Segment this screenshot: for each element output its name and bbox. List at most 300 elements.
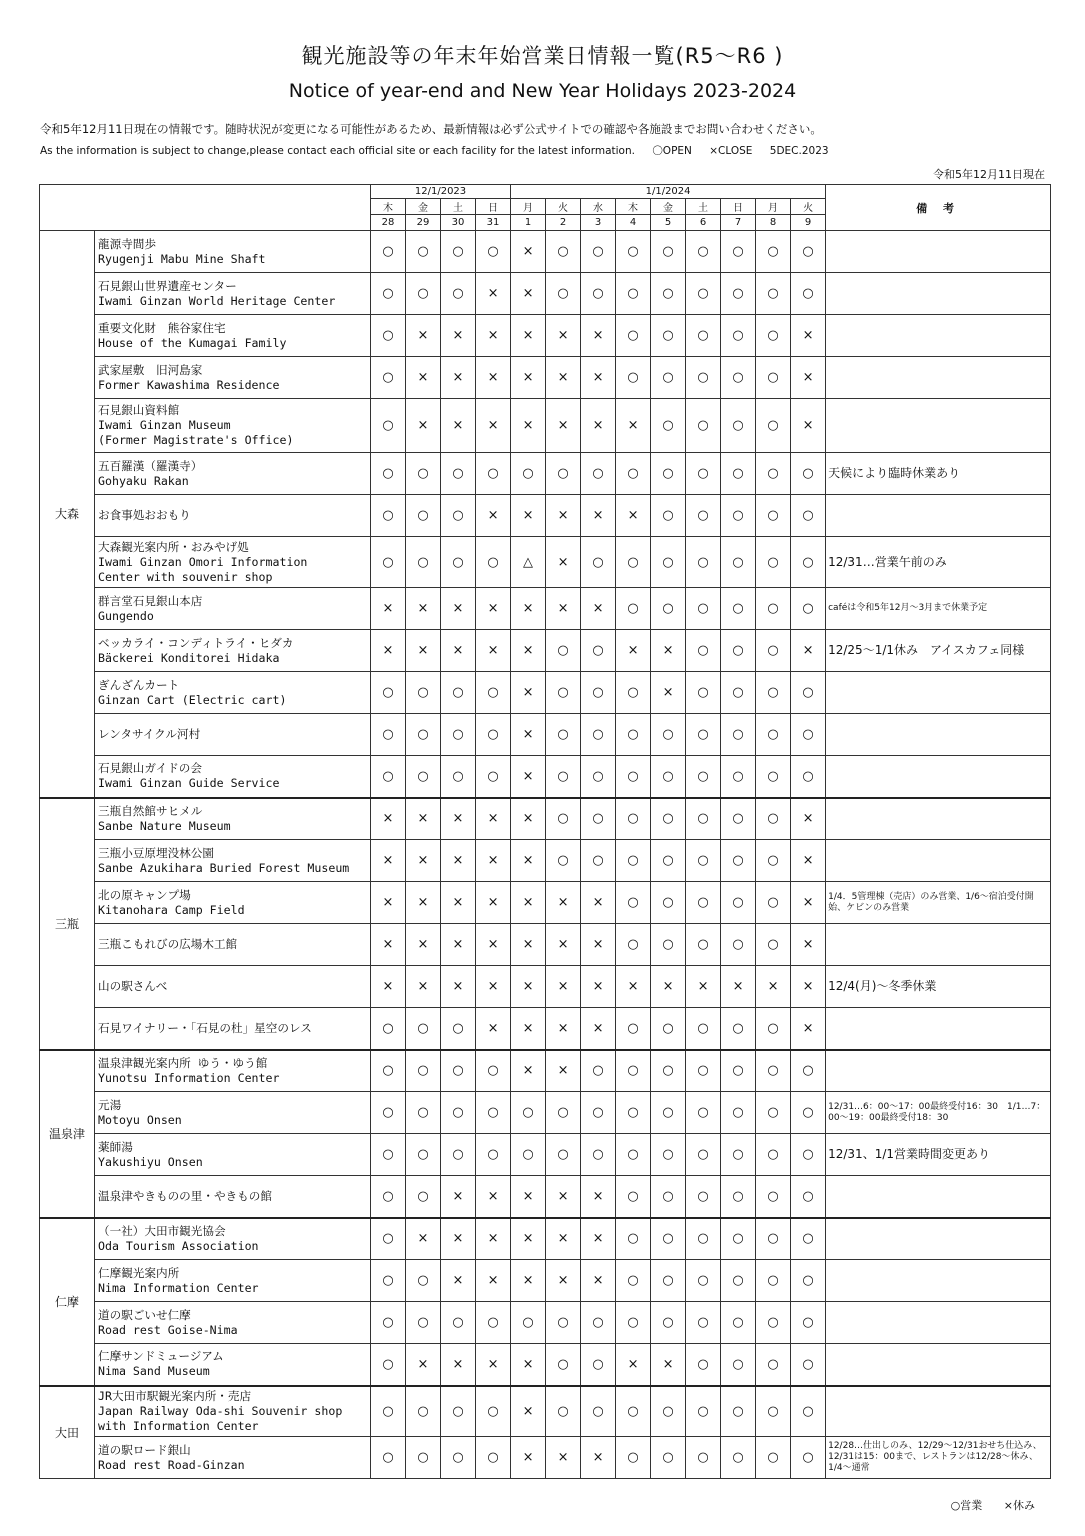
facility-name-line: 群言堂石見銀山本店 [98,593,203,608]
document-title-en: Notice of year-end and New Year Holidays 2023-2024 [288,80,797,102]
header-weekday: 水 [581,199,616,215]
status-cell: ○ [616,1134,651,1176]
table-row [40,1176,1051,1218]
status-cell: × [546,1008,581,1050]
remarks-cell [826,273,1051,315]
status-cell: ○ [721,630,756,672]
facility-name [95,924,371,966]
status-cell: ○ [756,1008,791,1050]
status-cell: ○ [476,231,511,273]
document-title-jp: 観光施設等の年末年始営業日情報一覧(R5〜R6 ) [301,44,784,68]
status-cell: × [476,630,511,672]
header-weekday: 日 [721,199,756,215]
status-cell: ○ [406,1008,441,1050]
status-cell: ○ [616,1260,651,1302]
status-cell: ○ [511,453,546,495]
header-weekday: 木 [371,199,406,215]
status-cell: ○ [581,630,616,672]
status-cell: ○ [476,1386,511,1437]
remarks-cell [826,798,1051,840]
status-cell: × [441,1176,476,1218]
area-label: 大森 [40,231,95,798]
status-cell: × [476,588,511,630]
status-cell: ○ [651,588,686,630]
status-cell: ○ [721,1008,756,1050]
table-row [40,798,1051,840]
status-cell: × [546,1050,581,1092]
remarks-cell [826,1176,1051,1218]
table-row [40,1050,1051,1092]
status-cell: ○ [441,714,476,756]
status-cell: ○ [686,588,721,630]
status-cell: ○ [756,756,791,798]
legend [933,1497,1035,1513]
status-cell: ○ [371,1386,406,1437]
status-cell: ○ [616,714,651,756]
status-cell: ○ [581,840,616,882]
facility-name [95,630,371,672]
status-cell: ○ [651,453,686,495]
status-cell: × [476,1176,511,1218]
status-cell: × [441,882,476,924]
status-cell: × [616,399,651,453]
status-cell: ○ [441,495,476,537]
status-cell: ○ [721,714,756,756]
status-cell: × [511,756,546,798]
facility-name [95,537,371,588]
remarks-cell [826,756,1051,798]
facility-name-line: Nima Information Center [98,1280,259,1295]
status-cell: ○ [371,1437,406,1479]
status-cell: ○ [511,1134,546,1176]
status-cell: ○ [651,495,686,537]
status-cell: × [581,966,616,1008]
status-cell: ○ [616,1008,651,1050]
table-row [40,1218,1051,1260]
table-row [40,714,1051,756]
status-cell: × [651,966,686,1008]
facility-name-line: Iwami Ginzan Omori Information [98,554,308,569]
status-cell: × [441,966,476,1008]
status-cell: ○ [791,453,826,495]
status-cell: ○ [406,672,441,714]
status-cell: ○ [721,1302,756,1344]
table-row [40,1134,1051,1176]
status-cell: × [511,1008,546,1050]
status-cell: × [546,924,581,966]
status-cell: ○ [371,357,406,399]
status-cell: × [476,1008,511,1050]
status-cell: × [651,672,686,714]
status-cell: ○ [616,453,651,495]
facility-name-line: 大森観光案内所・おみやげ処 [98,539,249,554]
status-cell: ○ [756,1050,791,1092]
facility-name-line: Bäckerei Konditorei Hidaka [98,650,280,665]
status-cell: ○ [441,1386,476,1437]
notice-text-en-body: As the information is subject to change,please contact each official site or each facility for the latest information. [40,145,635,157]
status-cell: ○ [476,537,511,588]
facility-name [95,966,371,1008]
status-cell: ○ [616,1176,651,1218]
status-cell: × [756,966,791,1008]
status-cell: ○ [791,1344,826,1386]
status-cell: ○ [441,1302,476,1344]
facility-name-line: Oda Tourism Association [98,1238,259,1253]
legend-open: ○営業 [950,1499,983,1512]
status-cell: ○ [476,756,511,798]
status-cell: ○ [756,1260,791,1302]
status-cell: ○ [651,1218,686,1260]
facility-name-line: Iwami Ginzan Guide Service [98,776,280,791]
remarks-cell: 12/31、1/1営業時間変更あり [826,1134,1051,1176]
status-cell: ○ [546,273,581,315]
status-cell: ○ [651,537,686,588]
status-cell: ○ [686,1260,721,1302]
status-cell: ○ [686,924,721,966]
status-cell: × [406,630,441,672]
status-cell: ○ [756,798,791,840]
status-cell: ○ [756,1302,791,1344]
facility-name-line: Yakushiyu Onsen [98,1154,203,1169]
status-cell: ○ [616,1386,651,1437]
status-cell: ○ [721,756,756,798]
open-key: 〇OPEN [652,145,692,157]
table-row [40,1008,1051,1050]
facility-name-line: 元湯 [98,1097,122,1112]
status-cell: ○ [686,1344,721,1386]
header-day: 5 [651,215,686,231]
status-cell: ○ [756,1218,791,1260]
facility-name [95,1344,371,1386]
header-month-jan: 1/1/2024 [511,185,826,199]
status-cell: ○ [511,1302,546,1344]
status-cell: × [511,966,546,1008]
status-cell: ○ [616,273,651,315]
status-cell: ○ [406,1176,441,1218]
status-cell: × [511,714,546,756]
status-cell: ○ [721,1176,756,1218]
status-cell: ○ [406,1437,441,1479]
header-weekday: 月 [511,199,546,215]
document-date: 5DEC.2023 [769,145,829,157]
status-cell: ○ [616,537,651,588]
status-cell: ○ [371,714,406,756]
status-cell: ○ [721,453,756,495]
header-weekday: 木 [616,199,651,215]
status-cell: × [511,399,546,453]
status-cell: × [441,1218,476,1260]
status-cell: ○ [791,1092,826,1134]
header-day: 30 [441,215,476,231]
status-cell: ○ [721,1437,756,1479]
status-cell: × [406,1344,441,1386]
status-cell: ○ [686,672,721,714]
status-cell: ○ [721,495,756,537]
status-cell: ○ [721,1092,756,1134]
table-row [40,453,1051,495]
status-cell: ○ [756,672,791,714]
status-cell: × [546,966,581,1008]
status-cell: ○ [546,714,581,756]
status-cell: × [406,588,441,630]
facility-name-line: 薬師湯 [98,1139,133,1154]
status-cell: ○ [406,231,441,273]
status-cell: ○ [406,495,441,537]
table-header [40,185,1051,231]
status-cell: × [476,315,511,357]
status-cell: △ [511,537,546,588]
table-row [40,840,1051,882]
status-cell: ○ [721,357,756,399]
status-cell: × [546,1260,581,1302]
status-cell: ○ [406,1260,441,1302]
status-cell: × [511,315,546,357]
status-cell: ○ [686,1050,721,1092]
status-cell: × [581,1437,616,1479]
status-cell: × [511,630,546,672]
status-cell: ○ [791,537,826,588]
remarks-cell [826,1302,1051,1344]
status-cell: ○ [476,1302,511,1344]
status-cell: ○ [371,1092,406,1134]
facility-name-line: House of the Kumagai Family [98,335,287,350]
facility-name-line: 石見銀山ガイドの会 [98,761,202,776]
facility-name-line: 石見ワイナリー・「石見の杜」星空のレス [98,1020,312,1035]
status-cell: ○ [616,1050,651,1092]
status-cell: × [476,399,511,453]
header-month-dec: 12/1/2023 [371,185,511,199]
status-cell: ○ [546,1344,581,1386]
header-weekday: 火 [546,199,581,215]
status-cell: ○ [686,537,721,588]
status-cell: ○ [406,453,441,495]
status-cell: ○ [441,1008,476,1050]
status-cell: × [581,1176,616,1218]
status-cell: × [616,495,651,537]
status-cell: ○ [406,1302,441,1344]
facility-name-line: ぎんざんカート [98,677,180,692]
status-cell: ○ [791,495,826,537]
status-cell: ○ [756,1344,791,1386]
notice-text-jp: 令和5年12月11日現在の情報です。随時状況が変更になる可能性があるため、最新情報は必ず公式サイトでの確認や各施設までお問い合わせください。 [40,122,822,136]
status-cell: ○ [721,399,756,453]
status-cell: ○ [721,1344,756,1386]
status-cell: ○ [756,399,791,453]
remarks-cell [826,714,1051,756]
status-cell: ○ [476,1134,511,1176]
status-cell: ○ [651,924,686,966]
table-row [40,495,1051,537]
table-row [40,1302,1051,1344]
remarks-cell [826,840,1051,882]
status-cell: ○ [791,273,826,315]
status-cell: × [791,357,826,399]
facility-name [95,756,371,798]
close-key: ×CLOSE [709,145,753,157]
status-cell: ○ [721,537,756,588]
status-cell: ○ [686,882,721,924]
status-cell: ○ [651,399,686,453]
facility-name [95,714,371,756]
status-cell: × [581,588,616,630]
facility-name-line: （一社）大田市観光協会 [98,1223,226,1238]
status-cell: ○ [441,672,476,714]
table-row [40,672,1051,714]
status-cell: ○ [721,798,756,840]
status-cell: × [476,495,511,537]
status-cell: × [476,1344,511,1386]
status-cell: × [476,357,511,399]
status-cell: × [406,882,441,924]
status-cell: × [546,399,581,453]
facility-name-line: 武家屋敷 旧河島家 [98,362,203,377]
status-cell: × [791,882,826,924]
status-cell: × [371,630,406,672]
table-row [40,756,1051,798]
table-row [40,588,1051,630]
header-weekday: 金 [651,199,686,215]
status-cell: ○ [756,882,791,924]
facility-name-line: ベッカライ・コンディトライ・ヒダカ [98,635,294,650]
status-cell: ○ [406,537,441,588]
status-cell: × [441,1344,476,1386]
status-cell: ○ [791,1218,826,1260]
facility-name-line: Sanbe Nature Museum [98,818,231,833]
remarks-cell [826,315,1051,357]
status-cell: ○ [756,315,791,357]
status-cell: ○ [721,672,756,714]
status-cell: ○ [546,840,581,882]
status-cell: ○ [756,1176,791,1218]
table-row [40,399,1051,453]
facility-name-line: Nima Sand Museum [98,1364,210,1379]
table-row [40,231,1051,273]
facility-name-line: (Former Magistrate's Office) [98,433,294,447]
status-cell: ○ [371,231,406,273]
status-cell: ○ [581,798,616,840]
status-cell: ○ [546,672,581,714]
status-cell: × [511,798,546,840]
facility-name [95,798,371,840]
status-cell: ○ [441,1134,476,1176]
status-cell: ○ [476,1092,511,1134]
status-cell: ○ [651,1134,686,1176]
status-cell: × [791,1008,826,1050]
status-cell: ○ [686,273,721,315]
header-day: 7 [721,215,756,231]
status-cell: × [476,798,511,840]
remarks-cell: caféは令和5年12月～3月まで休業予定 [826,588,1051,630]
status-cell: × [511,1176,546,1218]
status-cell: ○ [651,1008,686,1050]
status-cell: ○ [441,1050,476,1092]
notice-text-en [40,143,843,158]
facility-name [95,1176,371,1218]
status-cell: ○ [791,588,826,630]
status-cell: ○ [651,1386,686,1437]
table-row [40,357,1051,399]
status-cell: × [791,924,826,966]
status-cell: ○ [371,1008,406,1050]
status-cell: × [511,1218,546,1260]
status-cell: × [546,588,581,630]
facility-name-line: 道の駅ロード銀山 [98,1442,191,1457]
status-cell: × [441,399,476,453]
remarks-cell [826,1386,1051,1437]
header-day: 6 [686,215,721,231]
status-cell: ○ [546,630,581,672]
status-cell: ○ [476,672,511,714]
status-cell: ○ [476,1437,511,1479]
remarks-cell [826,1218,1051,1260]
facility-name-line: 三瓶小豆原埋没林公園 [98,845,214,860]
status-cell: ○ [441,1092,476,1134]
status-cell: × [406,1218,441,1260]
status-cell: ○ [686,1437,721,1479]
status-cell: ○ [371,672,406,714]
facility-name-line: レンタサイクル河村 [98,727,201,741]
status-cell: ○ [441,756,476,798]
facility-name-line: 温泉津観光案内所 ゆう・ゆう館 [98,1055,268,1070]
legend-close: ×休み [1003,1499,1035,1512]
status-cell: × [406,798,441,840]
status-cell: × [546,315,581,357]
status-cell: × [791,630,826,672]
status-cell: ○ [371,453,406,495]
status-cell: ○ [686,231,721,273]
header-day: 2 [546,215,581,231]
facility-name [95,1302,371,1344]
status-cell: ○ [721,840,756,882]
facility-name [95,1437,371,1479]
status-cell: × [371,966,406,1008]
status-cell: ○ [651,1092,686,1134]
status-cell: ○ [406,756,441,798]
status-cell: ○ [371,1302,406,1344]
status-cell: ○ [651,882,686,924]
facility-name [95,1134,371,1176]
header-weekday: 日 [476,199,511,215]
header-remarks: 備 考 [826,185,1051,231]
facility-name [95,1008,371,1050]
status-cell: ○ [581,672,616,714]
table-row [40,537,1051,588]
facility-name-line: Yunotsu Information Center [98,1070,280,1085]
status-cell: ○ [371,399,406,453]
status-cell: × [441,1260,476,1302]
status-cell: × [511,1437,546,1479]
status-cell: ○ [791,672,826,714]
status-cell: ○ [721,273,756,315]
status-cell: ○ [756,453,791,495]
status-cell: ○ [406,714,441,756]
area-label: 温泉津 [40,1050,95,1218]
status-cell: × [441,588,476,630]
status-cell: ○ [756,495,791,537]
status-cell: ○ [791,1176,826,1218]
status-cell: ○ [791,714,826,756]
facility-name-line: 北の原キャンプ場 [98,887,191,902]
status-cell: ○ [791,1050,826,1092]
status-cell: ○ [546,798,581,840]
header-weekday: 土 [441,199,476,215]
status-cell: ○ [371,537,406,588]
remarks-cell: 12/28…仕出しのみ、12/29～12/31おせち仕込み、12/31は15：00まで、レストランは12/28～休み、1/4～通常 [826,1437,1051,1479]
table-row [40,630,1051,672]
status-cell: ○ [581,1092,616,1134]
status-cell: × [651,1344,686,1386]
status-cell: × [476,1218,511,1260]
